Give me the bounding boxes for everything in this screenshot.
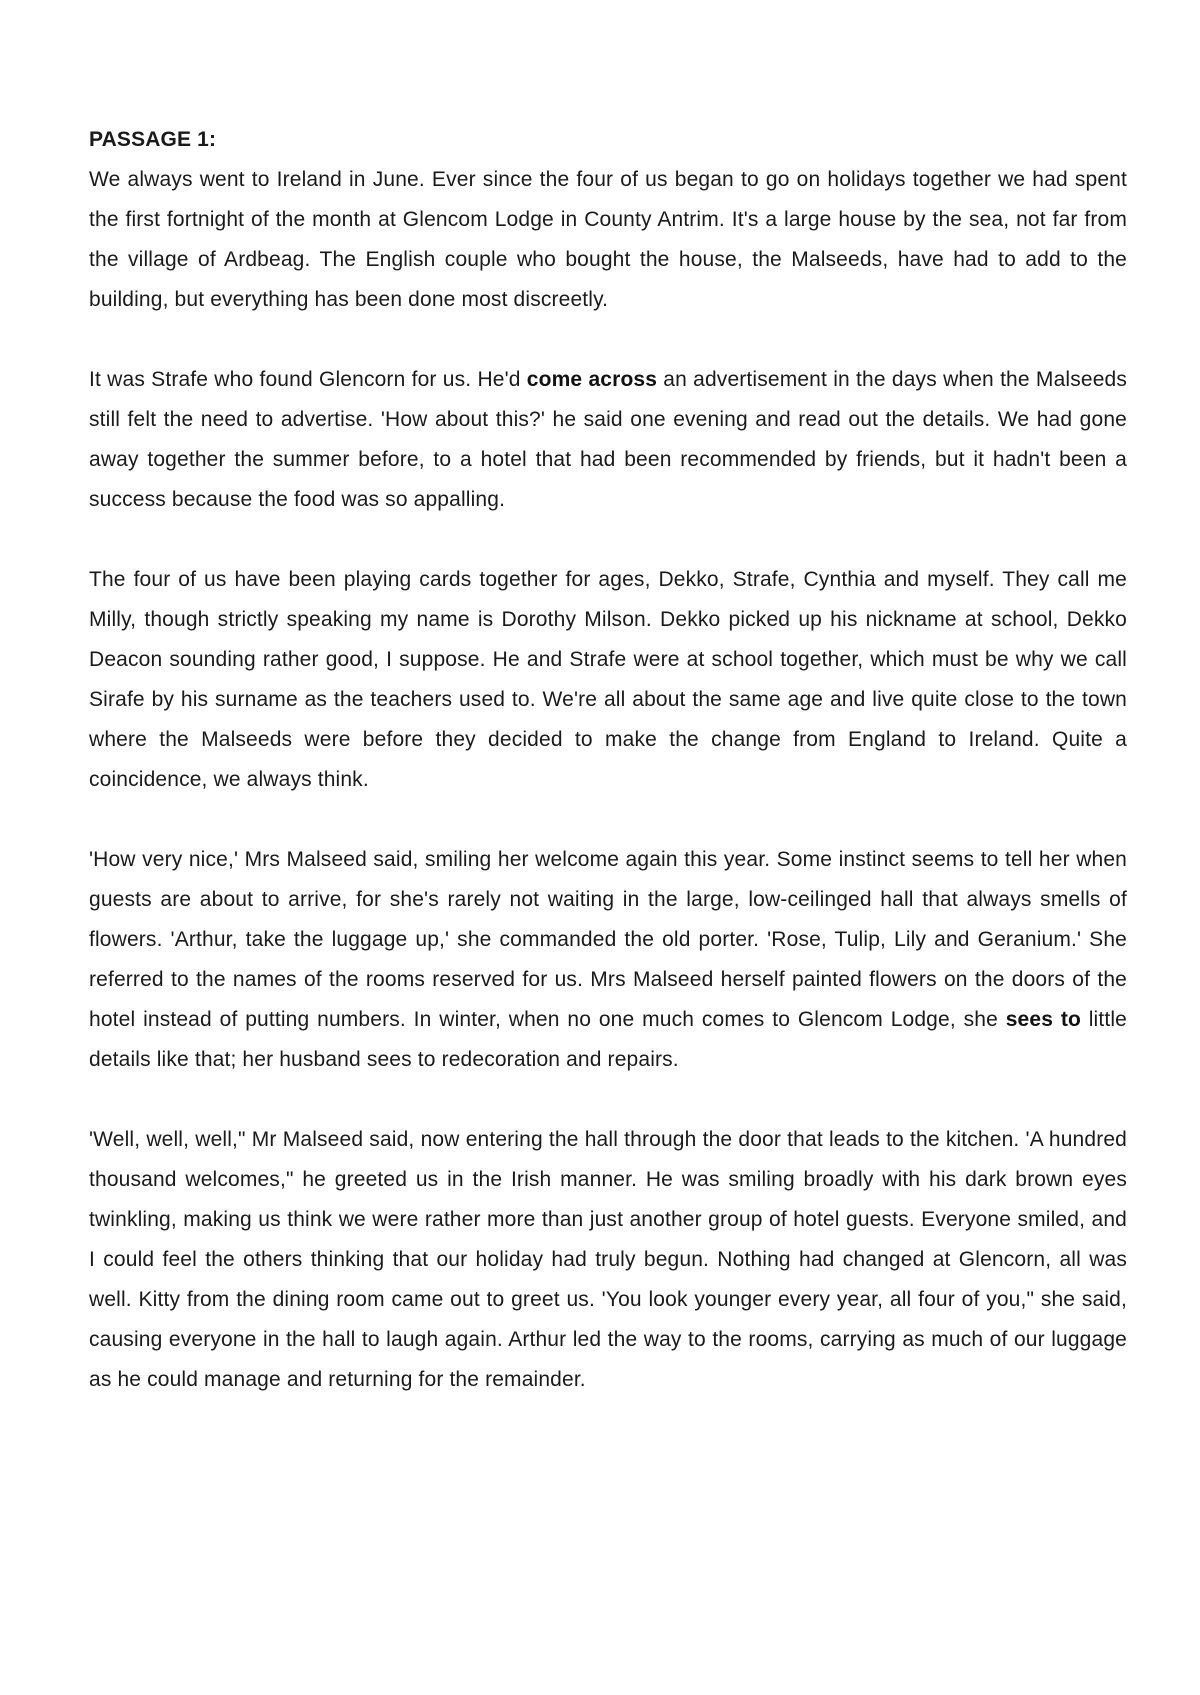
paragraph-text: 'Well, well, well," Mr Malseed said, now entering the hall through the door that leads to the kitchen. 'A hundred thousand welcomes," he greeted us in the Irish manner. He was smiling broadly with his dark brown eyes twinkling, making us think we were rather more than just another group of hotel guests. Everyone smiled, and I could feel the others thinking that our holiday had truly begun. Nothing had changed at Glencorn, all was well. Kitty from the dining room came out to greet us. 'You look younger every year, all four of you," she said, causing everyone in the hall to laugh again. Arthur led the way to the rooms, carrying as much of our luggage as he could manage and returning for the remainder. bbox=[89, 1128, 1127, 1391]
paragraph-3 bbox=[89, 560, 1127, 800]
bold-phrase-sees-to: sees to bbox=[1005, 1008, 1081, 1031]
bold-phrase-come-across: come across bbox=[526, 368, 658, 391]
paragraph-4 bbox=[89, 840, 1127, 1080]
paragraph-text: The four of us have been playing cards together for ages, Dekko, Strafe, Cynthia and myself. They call me Milly, though strictly speaking my name is Dorothy Milson. Dekko picked up his nickname at school, Dekko Deacon sounding rather good, I suppose. He and Strafe were at school together, which must be why we call Sirafe by his surname as the teachers used to. We're all about the same age and live quite close to the town where the Malseeds were before they decided to make the change from England to Ireland. Quite a coincidence, we always think. bbox=[89, 568, 1127, 791]
paragraph-1 bbox=[89, 160, 1127, 320]
paragraph-text: little details like that; her husband sees to redecoration and repairs. bbox=[89, 1008, 1127, 1071]
paragraph-5 bbox=[89, 1120, 1127, 1400]
passage-title: PASSAGE 1: bbox=[89, 128, 217, 151]
paragraph-text: an advertisement in the days when the Malseeds still felt the need to advertise. 'How about this?' he said one evening and read out the details. We had gone away together the summer before, to a hotel that had been recommended by friends, but it hadn't been a success because the food was so appalling. bbox=[89, 368, 1127, 511]
paragraph-2 bbox=[89, 360, 1127, 520]
paragraph-text: It was Strafe who found Glencorn for us. He'd bbox=[89, 368, 527, 391]
paragraph-text: 'How very nice,' Mrs Malseed said, smiling her welcome again this year. Some instinct seems to tell her when guests are about to arrive, for she's rarely not waiting in the large, low-ceilinged hall that always smells of flowers. 'Arthur, take the luggage up,' she commanded the old porter. 'Rose, Tulip, Lily and Geranium.' She referred to the names of the rooms reserved for us. Mrs Malseed herself painted flowers on the doors of the hotel instead of putting numbers. In winter, when no one much comes to Glencom Lodge, she bbox=[89, 848, 1127, 1031]
document-page bbox=[89, 120, 1127, 1400]
paragraph-text: We always went to Ireland in June. Ever since the four of us began to go on holidays together we had spent the first fortnight of the month at Glencom Lodge in County Antrim. It's a large house by the sea, not far from the village of Ardbeag. The English couple who bought the house, the Malseeds, have had to add to the building, but everything has been done most discreetly. bbox=[89, 168, 1127, 311]
